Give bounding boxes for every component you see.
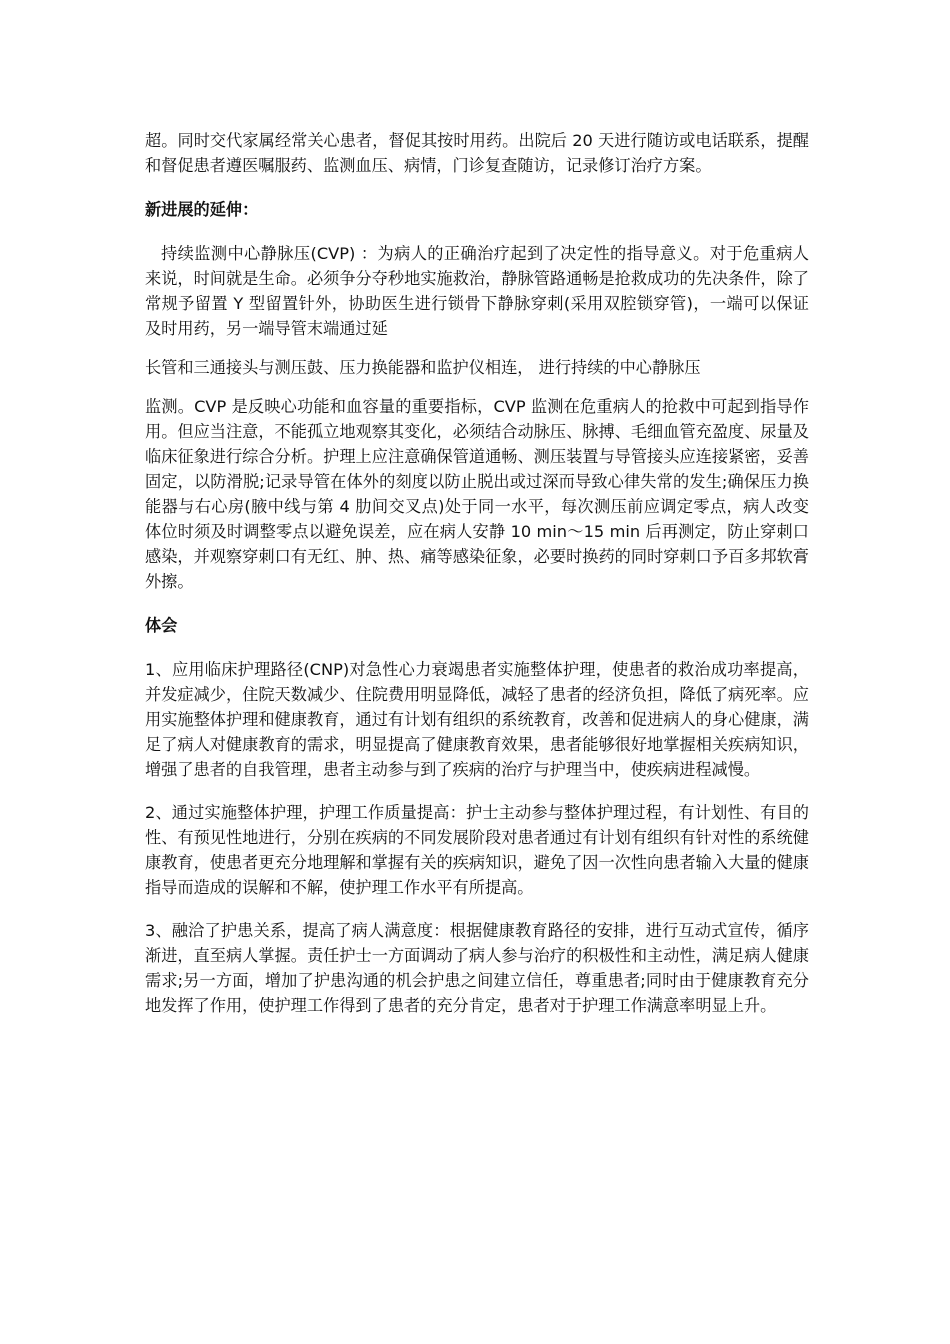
heading-experience: 体会 — [145, 616, 178, 635]
experience-item-1: 1、应用临床护理路径(CNP)对急性心力衰竭患者实施整体护理，使患者的救治成功率提高，并发症减少，住院天数减少、住院费用明显降低，减轻了患者的经济负担，降低了病死率。应用实施整体护理和健康教育，通过有计划有组织的系统教育，改善和促进病人的身心健康，满足了病人对健康教育的需求，明显提高了健康教育效果，患者能够很好地掌握相关疾病知识，增强了患者的自我管理，患者主动参与到了疾病的治疗与护理当中，使疾病进程减慢。 — [145, 660, 809, 779]
cvp-paragraph-part2: 长管和三通接头与测压鼓、压力换能器和监护仪相连， 进行持续的中心静脉压 — [145, 358, 701, 377]
spacer — [145, 638, 809, 657]
spacer — [145, 222, 809, 241]
cvp-paragraph-part1: 持续监测中心静脉压(CVP) ：为病人的正确治疗起到了决定性的指导意义。对于危重病人来说，时间就是生命。必须争分夺秒地实施救治，静脉管路通畅是抢救成功的先决条件，除了常规予留置 Y 型留置针外，协助医生进行锁骨下静脉穿刺(采用双腔锁穿管)，一端可以保证及时用药，另一端导管末端通过延 — [145, 244, 809, 338]
heading-new-progress: 新进展的延伸： — [145, 200, 259, 219]
document-page — [145, 128, 809, 1018]
spacer — [145, 380, 809, 394]
cvp-paragraph-part3: 监测。CVP 是反映心功能和血容量的重要指标，CVP 监测在危重病人的抢救中可起到指导作用。但应当注意，不能孤立地观察其变化，必须结合动脉压、脉搏、毛细血管充盈度、尿量及临床征象进行综合分析。护理上应注意确保管道通畅、测压装置与导管接头应连接紧密，妥善固定，以防滑脱;记录导管在体外的刻度以防止脱出或过深而导致心律失常的发生;确保压力换能器与右心房(腋中线与第 4 肋间交叉点)处于同一水平，每次测压前应调定零点，病人改变体位时须及时调整零点以避免误差，应在病人安静 10 min～15 min 后再测定，防止穿刺口感染，并观察穿刺口有无红、肿、热、痛等感染征象，必要时换药的同时穿刺口予百多邦软膏外擦。 — [145, 397, 809, 591]
spacer — [145, 341, 809, 355]
experience-item-2: 2、通过实施整体护理，护理工作质量提高：护士主动参与整体护理过程，有计划性、有目的性、有预见性地进行，分别在疾病的不同发展阶段对患者通过有计划有组织有针对性的系统健康教育，使患者更充分地理解和掌握有关的疾病知识，避免了因一次性向患者输入大量的健康指导而造成的误解和不解，使护理工作水平有所提高。 — [145, 803, 809, 897]
spacer — [145, 178, 809, 197]
experience-item-3: 3、融洽了护患关系，提高了病人满意度：根据健康教育路径的安排，进行互动式宣传，循序渐进，直至病人掌握。责任护士一方面调动了病人参与治疗的积极性和主动性，满足病人健康需求;另一方面，增加了护患沟通的机会护患之间建立信任，尊重患者;同时由于健康教育充分地发挥了作用，使护理工作得到了患者的充分肯定，患者对于护理工作满意率明显上升。 — [145, 921, 809, 1015]
spacer — [145, 782, 809, 800]
spacer — [145, 594, 809, 613]
intro-paragraph: 超。同时交代家属经常关心患者，督促其按时用药。出院后 20 天进行随访或电话联系，提醒和督促患者遵医嘱服药、监测血压、病情，门诊复查随访，记录修订治疗方案。 — [145, 131, 809, 175]
spacer — [145, 900, 809, 918]
